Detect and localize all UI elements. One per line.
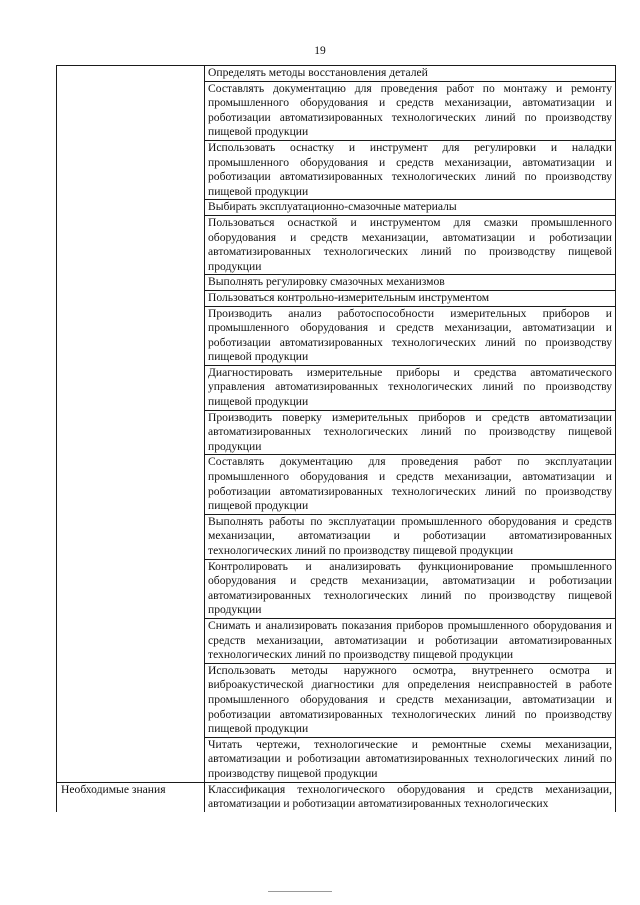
knowledge-cell: Классификация технологического оборудования и средств механизации, автоматизации и роботизации автоматизированных технологических (205, 782, 616, 812)
skill-cell: Выполнять регулировку смазочных механизмов (205, 275, 616, 291)
requirements-table-body (57, 66, 616, 812)
skill-cell: Использовать методы наружного осмотра, внутреннего осмотра и виброакустической диагностики для определения неисправностей в работе промышленного оборудования и средств механизации, автоматизации и роботизации автоматизированных технологических линий по производству пищевой продукции (205, 663, 616, 737)
skill-cell: Диагностировать измерительные приборы и средства автоматического управления автоматизированных технологических линий по производству пищевой продукции (205, 365, 616, 410)
table-row (57, 782, 616, 812)
skill-cell: Выбирать эксплуатационно-смазочные материалы (205, 200, 616, 216)
knowledge-label-cell: Необходимые знания (57, 782, 205, 812)
scan-edge-mark (268, 891, 332, 892)
skill-cell: Производить анализ работоспособности измерительных приборов и промышленного оборудования и средств механизации, автоматизации и роботизации автоматизированных технологических линий по производству пищевой продукции (205, 306, 616, 365)
skill-cell: Пользоваться контрольно-измерительным инструментом (205, 290, 616, 306)
skill-cell: Читать чертежи, технологические и ремонтные схемы механизации, автоматизации и роботизации автоматизированных технологических линий по производству пищевой продукции (205, 737, 616, 782)
skill-cell: Контролировать и анализировать функционирование промышленного оборудования и средств механизации, автоматизации и роботизации автоматизированных технологических линий по производству пищевой продукции (205, 559, 616, 618)
skill-cell: Составлять документацию для проведения работ по монтажу и ремонту промышленного оборудования и средств механизации, автоматизации и роботизации автоматизированных технологических линий по производству пищевой продукции (205, 81, 616, 140)
requirements-table (56, 65, 616, 812)
page-number: 19 (314, 45, 326, 57)
skill-cell: Составлять документацию для проведения работ по эксплуатации промышленного оборудования и средств механизации, автоматизации и роботизации автоматизированных технологических линий по производству пищевой продукции (205, 455, 616, 514)
row-label-cell (57, 66, 205, 783)
skill-cell: Выполнять работы по эксплуатации промышленного оборудования и средств механизации, автоматизации и роботизации автоматизированных технологических линий по производству пищевой продукции (205, 514, 616, 559)
skill-cell: Определять методы восстановления деталей (205, 66, 616, 82)
skill-cell: Производить поверку измерительных приборов и средств автоматизации автоматизированных технологических линий по производству пищевой продукции (205, 410, 616, 455)
table-row (57, 66, 616, 82)
skill-cell: Использовать оснастку и инструмент для регулировки и наладки промышленного оборудования и средств механизации, автоматизации и роботизации автоматизированных технологических линий по производству пищевой продукции (205, 140, 616, 199)
skill-cell: Снимать и анализировать показания приборов промышленного оборудования и средств механизации, автоматизации и роботизации автоматизированных технологических линий по производству пищевой продукции (205, 618, 616, 663)
skill-cell: Пользоваться оснасткой и инструментом для смазки промышленного оборудования и средств механизации, автоматизации и роботизации автоматизированных технологических линий по производству пищевой продукции (205, 215, 616, 274)
